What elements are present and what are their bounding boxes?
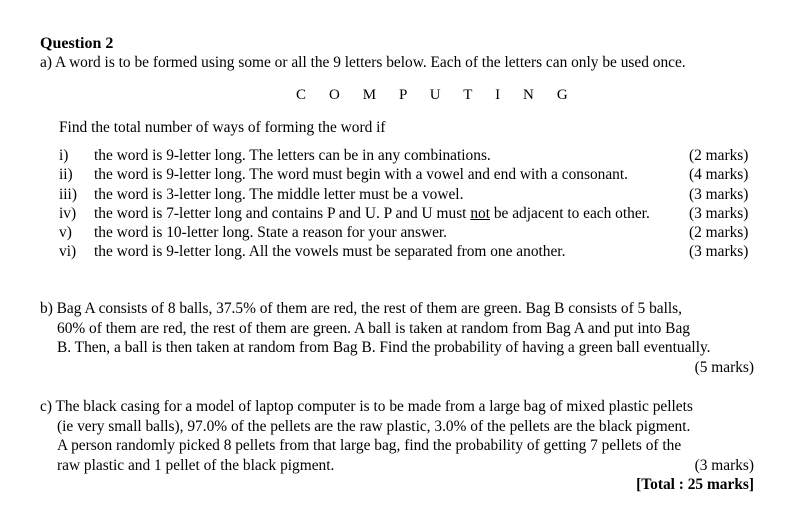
item-text: the word is 9-letter long. The letters can be in any combinations. — [94, 147, 491, 164]
letters-row: C O M P U T I N G — [296, 87, 578, 103]
question-title: Question 2 — [40, 35, 114, 52]
part-c — [40, 397, 754, 495]
list-item — [59, 242, 759, 261]
item-marks: (3 marks) — [689, 243, 749, 261]
part-c-line: (ie very small balls), 97.0% of the pellets are the raw plastic, 3.0% of the pellets are the black pigment. — [57, 417, 691, 435]
part-c-line: A person randomly picked 8 pellets from that large bag, find the probability of getting 7 pellets of the — [57, 437, 682, 454]
item-number: i) — [59, 147, 69, 164]
item-text: the word is 7-letter long and contains P and U. P and U must not be adjacent to each other. — [94, 204, 650, 222]
item-text: the word is 9-letter long. The word must begin with a vowel and end with a consonant. — [94, 166, 629, 184]
part-b-line: 60% of them are red, the rest of them are green. A ball is taken at random from Bag A and put into Bag — [57, 319, 690, 337]
item-text: the word is 10-letter long. State a reason for your answer. — [94, 224, 448, 242]
item-number: ii) — [59, 166, 73, 184]
item-text: the word is 9-letter long. All the vowels must be separated from one another. — [94, 243, 566, 261]
list-item — [59, 223, 759, 242]
underlined-word: not — [470, 204, 490, 222]
item-marks: (2 marks) — [689, 224, 749, 242]
item-number: iii) — [59, 185, 77, 203]
list-item — [59, 146, 759, 165]
part-a-intro: a) A word is to be formed using some or all the 9 letters below. Each of the letters can only be used once. — [40, 54, 686, 71]
list-item — [59, 165, 759, 184]
list-item — [59, 185, 759, 204]
part-a-prompt: Find the total number of ways of forming the word if — [59, 119, 386, 136]
item-marks: (3 marks) — [689, 204, 749, 222]
item-marks: (4 marks) — [689, 166, 749, 184]
item-marks: (2 marks) — [689, 147, 749, 164]
part-c-line-last: raw plastic and 1 pellet of the black pigment. (3 marks) — [57, 456, 754, 474]
item-number: v) — [59, 224, 72, 242]
total-marks: [Total : 25 marks] — [636, 476, 754, 493]
part-c-line: c) The black casing for a model of laptop computer is to be made from a large bag of mixed plastic pellets — [40, 398, 693, 415]
part-a-item-list — [59, 146, 759, 262]
part-b-line: B. Then, a ball is then taken at random from Bag B. Find the probability of having a green ball eventually. — [57, 339, 711, 356]
list-item — [59, 204, 759, 223]
part-b-marks: (5 marks) — [694, 358, 754, 376]
part-b — [40, 299, 754, 377]
item-number: iv) — [59, 204, 77, 222]
part-c-marks: (3 marks) — [694, 456, 754, 474]
item-number: vi) — [59, 243, 77, 261]
item-text: the word is 3-letter long. The middle letter must be a vowel. — [94, 185, 464, 203]
part-b-line: b) Bag A consists of 8 balls, 37.5% of them are red, the rest of them are green. Bag B consists of 5 balls, — [40, 300, 682, 317]
item-marks: (3 marks) — [689, 185, 749, 203]
